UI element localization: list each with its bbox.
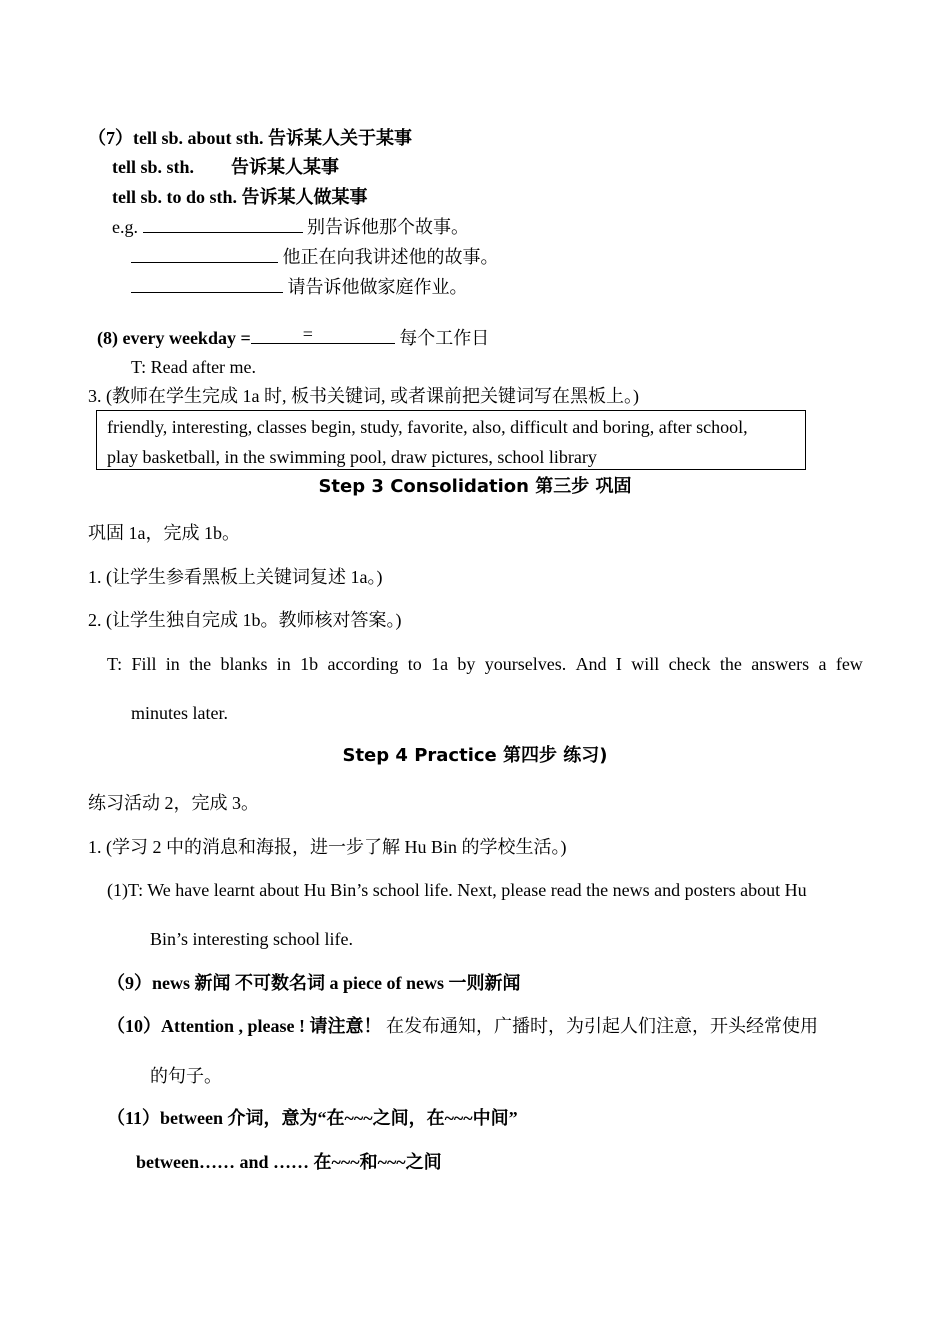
section-8-meaning: 每个工作日 bbox=[399, 328, 490, 348]
section-7-line-2 bbox=[112, 155, 339, 179]
answer-blank[interactable] bbox=[143, 214, 303, 233]
word: answers bbox=[751, 654, 810, 674]
step-4-sub-1: (1)T: We have learnt about Hu Bin’s school life. Next, please read the news and posters about Hu bbox=[107, 880, 807, 900]
step-4-item-1: 1. (学习 2 中的消息和海报，进一步了解 Hu Bin 的学校生活。) bbox=[88, 837, 567, 857]
equals-sign: = bbox=[302, 324, 313, 344]
section-8 bbox=[97, 325, 489, 350]
word: in bbox=[165, 654, 180, 674]
note-11: （11）between 介词，意为“在~~~之间，在~~~中间” bbox=[107, 1108, 518, 1128]
step-3-item-1: 1. (让学生参看黑板上关键词复述 1a。) bbox=[88, 567, 383, 587]
example-2-text: 他正在向我讲述他的故事。 bbox=[282, 247, 499, 267]
step-4-sub-1-continued: Bin’s interesting school life. bbox=[150, 929, 353, 949]
phrase-tell-sb-sth-meaning: 告诉某人某事 bbox=[231, 157, 340, 177]
word: 1a bbox=[431, 654, 449, 674]
step-3-item-2: 2. (让学生独自完成 1b。教师核对答案。) bbox=[88, 610, 402, 630]
word: the bbox=[719, 654, 742, 674]
example-3-text: 请告诉他做家庭作业。 bbox=[287, 277, 468, 297]
teacher-line-read: T: Read after me. bbox=[131, 357, 257, 377]
example-prefix: e.g. bbox=[112, 217, 138, 237]
word: T: bbox=[107, 654, 123, 674]
note-10-explanation: 在发布通知，广播时，为引起人们注意，开头经常使用 bbox=[385, 1016, 818, 1036]
step-4-intro: 练习活动 2，完成 3。 bbox=[88, 793, 259, 813]
word: And bbox=[575, 654, 607, 674]
word: blanks bbox=[220, 654, 268, 674]
example-2 bbox=[131, 244, 499, 269]
section-8-title: (8) every weekday = bbox=[97, 328, 251, 348]
keywords-line-2: play basketball, in the swimming pool, draw pictures, school library bbox=[107, 447, 597, 467]
example-3 bbox=[131, 274, 468, 299]
word: to bbox=[407, 654, 422, 674]
note-10 bbox=[107, 1014, 818, 1038]
step-4-heading: Step 4 Practice 第四步 练习) bbox=[342, 745, 608, 766]
note-10-continued: 的句子。 bbox=[150, 1066, 222, 1086]
phrase-tell-sb-sth: tell sb. sth. bbox=[112, 157, 195, 177]
note-10-phrase: （10）Attention , please ! 请注意！ bbox=[107, 1016, 382, 1036]
example-1-text: 别告诉他那个故事。 bbox=[307, 217, 469, 237]
item-3: 3. (教师在学生完成 1a 时, 板书关键词, 或者课前把关键词写在黑板上。) bbox=[88, 386, 639, 406]
step-3-intro: 巩固 1a，完成 1b。 bbox=[88, 523, 240, 543]
word: check bbox=[668, 654, 711, 674]
step-3-heading: Step 3 Consolidation 第三步 巩固 bbox=[318, 476, 632, 497]
teacher-line-fill-continued: minutes later. bbox=[131, 703, 228, 723]
word: Fill bbox=[131, 654, 157, 674]
note-9: （9）news 新闻 不可数名词 a piece of news 一则新闻 bbox=[107, 973, 521, 993]
keywords-line-1: friendly, interesting, classes begin, study, favorite, also, difficult and boring, after school, bbox=[107, 417, 748, 437]
word: the bbox=[189, 654, 212, 674]
word: a bbox=[818, 654, 827, 674]
word: 1b bbox=[300, 654, 319, 674]
example-1 bbox=[112, 214, 469, 239]
teacher-line-fill bbox=[107, 652, 863, 676]
answer-blank[interactable] bbox=[251, 325, 395, 344]
section-7-line-3: tell sb. to do sth. 告诉某人做某事 bbox=[112, 187, 368, 207]
word: yourselves. bbox=[484, 654, 567, 674]
note-11-continued: between…… and …… 在~~~和~~~之间 bbox=[136, 1152, 442, 1172]
word: I bbox=[615, 654, 622, 674]
word: few bbox=[835, 654, 863, 674]
word: will bbox=[631, 654, 660, 674]
section-7-title: （7）tell sb. about sth. 告诉某人关于某事 bbox=[88, 128, 413, 148]
answer-blank[interactable] bbox=[131, 274, 283, 293]
answer-blank[interactable] bbox=[131, 244, 278, 263]
word: according bbox=[327, 654, 399, 674]
word: in bbox=[276, 654, 291, 674]
word: by bbox=[457, 654, 476, 674]
